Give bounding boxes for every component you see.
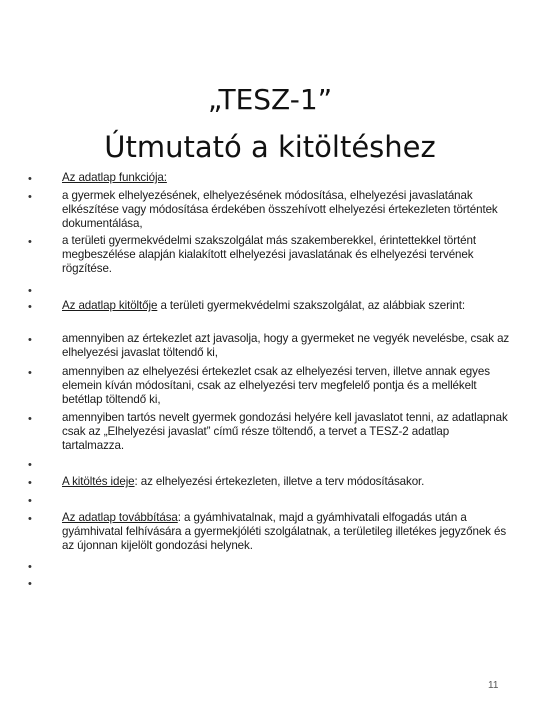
section-forwarding bbox=[62, 511, 512, 553]
bullet-marker: • bbox=[28, 561, 32, 573]
title-line-1: „TESZ-1” bbox=[207, 83, 333, 116]
filler-rule-3: amennyiben tartós nevelt gyermek gondozási helyére kell javaslatot tenni, az adatlapnak csak az „Elhelyezési javaslat” című része töltendő, a tervet a TESZ-2 adatlap tartalmazza. bbox=[62, 411, 508, 452]
bullet-marker: • bbox=[28, 173, 32, 185]
filler-rule-1: amennyiben az értekezlet azt javasolja, hogy a gyermeket ne vegyék nevelésbe, csak az elhelyezési javaslat töltendő ki, bbox=[62, 332, 510, 359]
section-fill-time bbox=[62, 475, 512, 489]
bullet-marker: • bbox=[28, 367, 32, 379]
filler-rule-2: amennyiben az elhelyezési értekezlet csak az elhelyezési terven, illetve annak egyes elemein kíván módosítani, csak az elhelyezési terv megfelelő pontja és a mellékelt betétlap töltendő ki, bbox=[62, 365, 490, 406]
bullet-marker: • bbox=[28, 477, 32, 489]
function-item-1: a gyermek elhelyezésének, elhelyezésének módosítása, elhelyezési javaslatának elkészítése vagy módosítása érdekében összehívott elhelyezési értekezleten történtek dokumentálása, bbox=[62, 189, 498, 230]
bullet-marker: • bbox=[28, 301, 32, 313]
bullet-marker: • bbox=[28, 459, 32, 471]
bullet-marker: • bbox=[28, 413, 32, 425]
bullet-marker: • bbox=[28, 513, 32, 525]
section-text: : az elhelyezési értekezleten, illetve a terv módosításakor. bbox=[134, 475, 425, 488]
section-text: a területi gyermekvédelmi szakszolgálat, az alábbiak szerint: bbox=[157, 299, 465, 312]
title-line-2: Útmutató a kitöltéshez bbox=[104, 130, 436, 164]
section-label: Az adatlap kitöltője bbox=[62, 299, 158, 312]
function-item-2: a területi gyermekvédelmi szakszolgálat más szakemberekkel, érintettekkel történt megbeszélése alapján kialakított elhelyezési javaslatának és elhelyezési tervének rögzítése. bbox=[62, 234, 476, 275]
bullet-marker: • bbox=[28, 191, 32, 203]
section-text: : a gyámhivatalnak, majd a gyámhivatali elfogadás után a gyámhivatal felhívására a gyermekjóléti szolgálatnak, a területileg illetékes jegyzőnek és az újonnan kijelölt gondozási helynek. bbox=[62, 511, 507, 552]
section-filler bbox=[62, 299, 512, 313]
bullet-marker: • bbox=[28, 334, 32, 346]
section-function-heading bbox=[62, 171, 512, 185]
bullet-marker: • bbox=[28, 236, 32, 248]
bullet-marker: • bbox=[28, 495, 32, 507]
section-label: Az adatlap továbbítása bbox=[62, 511, 178, 524]
bullet-marker: • bbox=[28, 285, 32, 297]
section-label: Az adatlap funkciója: bbox=[62, 171, 167, 184]
section-label: A kitöltés ideje bbox=[62, 475, 135, 488]
bullet-marker: • bbox=[28, 578, 32, 590]
page-number: 11 bbox=[488, 680, 499, 691]
